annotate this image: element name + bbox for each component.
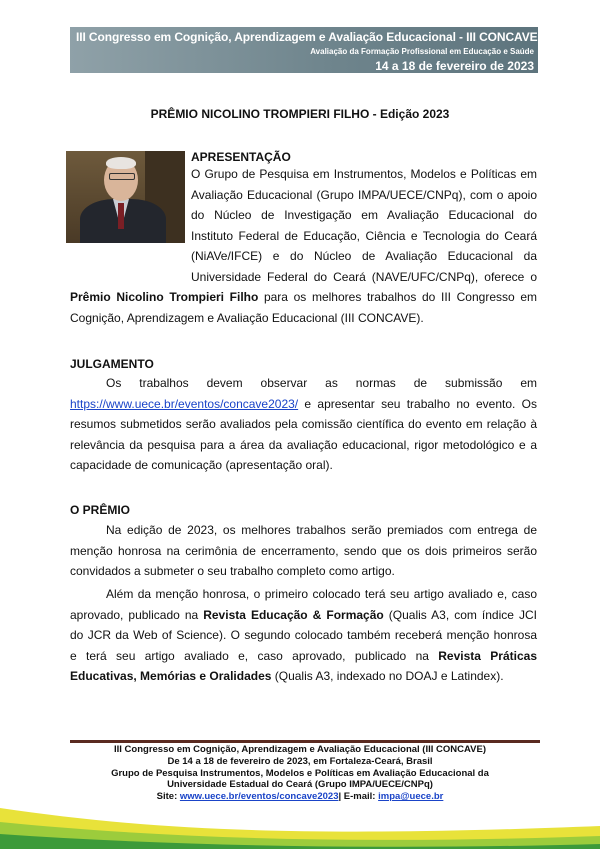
document-title: PRÊMIO NICOLINO TROMPIERI FILHO - Edição 2023: [150, 107, 450, 121]
text-line: O Grupo de Pesquisa em Instrumentos, Modelos e Políticas em: [191, 167, 537, 181]
premio-heading: O PRÊMIO: [70, 503, 131, 517]
julgamento-paragraph: [70, 373, 537, 476]
banner-dates: 14 a 18 de fevereiro de 2023: [375, 59, 534, 73]
text-line: relevância da pesquisa para a área da avaliação educacional, rigor metodológico e a: [70, 437, 537, 452]
text-line: capacidade de comunicação (apresentação oral).: [70, 458, 333, 472]
footer-contact: Site: www.uece.br/eventos/concave2023| E-mail: impa@uece.br: [156, 791, 444, 803]
apresentacao-paragraph-end: [70, 287, 537, 328]
text-line: Educativas, Memórias e Oralidades (Qualis A3, indexado no DOAJ e Latindex).: [70, 669, 504, 683]
text-line: menção honrosa na cerimônia de encerramento, sendo que os dois primeiros serão: [70, 543, 537, 558]
text-line: convidados a submeter o seu trabalho completo como artigo.: [70, 564, 395, 578]
footer-line: Grupo de Pesquisa Instrumentos, Modelos e Políticas em Avaliação Educacional da: [111, 767, 489, 779]
text-line: (NiAVe/IFCE) e do Núcleo de Avaliação Educacional da: [191, 249, 537, 263]
text-line: https://www.uece.br/eventos/concave2023/ e apresentar seu trabalho no evento. Os: [70, 396, 537, 411]
footer-line: De 14 a 18 de fevereiro de 2023, em Fortaleza-Ceará, Brasil: [167, 755, 433, 767]
concave-link[interactable]: https://www.uece.br/eventos/concave2023/: [70, 396, 299, 411]
footer-line: III Congresso em Cognição, Aprendizagem e Avaliação Educacional (III CONCAVE): [114, 744, 486, 755]
footer-line: Universidade Estadual do Ceará (Grupo IMPA/UECE/CNPq): [167, 779, 433, 791]
text-line: Cognição, Aprendizagem e Avaliação Educacional (III CONCAVE).: [70, 310, 424, 325]
premio-paragraph-2: [70, 584, 537, 687]
prize-name: Prêmio Nicolino Trompieri Filho: [70, 290, 259, 304]
portrait-photo: [66, 151, 185, 243]
text-line: Instituto Federal de Educação, Ciência e Tecnologia do Ceará: [191, 228, 537, 243]
text-line: do Núcleo de Investigação em Avaliação Educacional do: [191, 208, 537, 222]
email-link[interactable]: impa@uece.br: [378, 791, 444, 803]
julgamento-heading: JULGAMENTO: [70, 357, 154, 371]
text-line: Universidade Federal do Ceará (NAVE/UFC/CNPq), oferece o: [191, 269, 537, 284]
text-line: resumos submetidos serão avaliados pela comissão científica do evento em relação à: [70, 417, 537, 431]
footer-wave-decoration: [0, 800, 600, 849]
text-line: e terá seu artigo avaliado e, caso aprovado, publicado na Revista Práticas: [70, 648, 537, 663]
text-line: aprovado, publicado na Revista Educação & Formação (Qualis A3, com índice JCI: [70, 607, 537, 622]
journal-name: Educativas, Memórias e Oralidades: [70, 669, 272, 683]
site-link[interactable]: www.uece.br/eventos/concave2023: [179, 791, 339, 803]
text-line: Avaliação Educacional (Grupo IMPA/UECE/CNPq), com o apoio: [191, 187, 537, 202]
text-line: Além da menção honrosa, o primeiro colocado terá seu artigo avaliado e, caso: [106, 587, 537, 601]
text-line: Na edição de 2023, os melhores trabalhos serão premiados com entrega de: [106, 523, 537, 537]
apresentacao-heading: APRESENTAÇÃO: [191, 150, 291, 164]
header-banner: [70, 27, 538, 73]
journal-name: Revista Práticas: [438, 648, 537, 663]
text-line: Os trabalhos devem observar as normas de submissão em: [106, 376, 537, 390]
footer-divider: [70, 740, 540, 743]
banner-subtitle: Avaliação da Formação Profissional em Educação e Saúde: [310, 47, 534, 56]
journal-name: Revista Educação & Formação: [203, 607, 384, 622]
text-line: do JCR da Web of Science). O segundo colocado também receberá menção honrosa: [70, 628, 537, 642]
text-line: Prêmio Nicolino Trompieri Filho para os melhores trabalhos do III Congresso em: [70, 290, 537, 304]
apresentacao-paragraph: [191, 164, 537, 287]
banner-title: III Congresso em Cognição, Aprendizagem e Avaliação Educacional - III CONCAVE: [76, 30, 538, 44]
premio-paragraph-1: [70, 520, 537, 582]
footer: [0, 744, 600, 803]
